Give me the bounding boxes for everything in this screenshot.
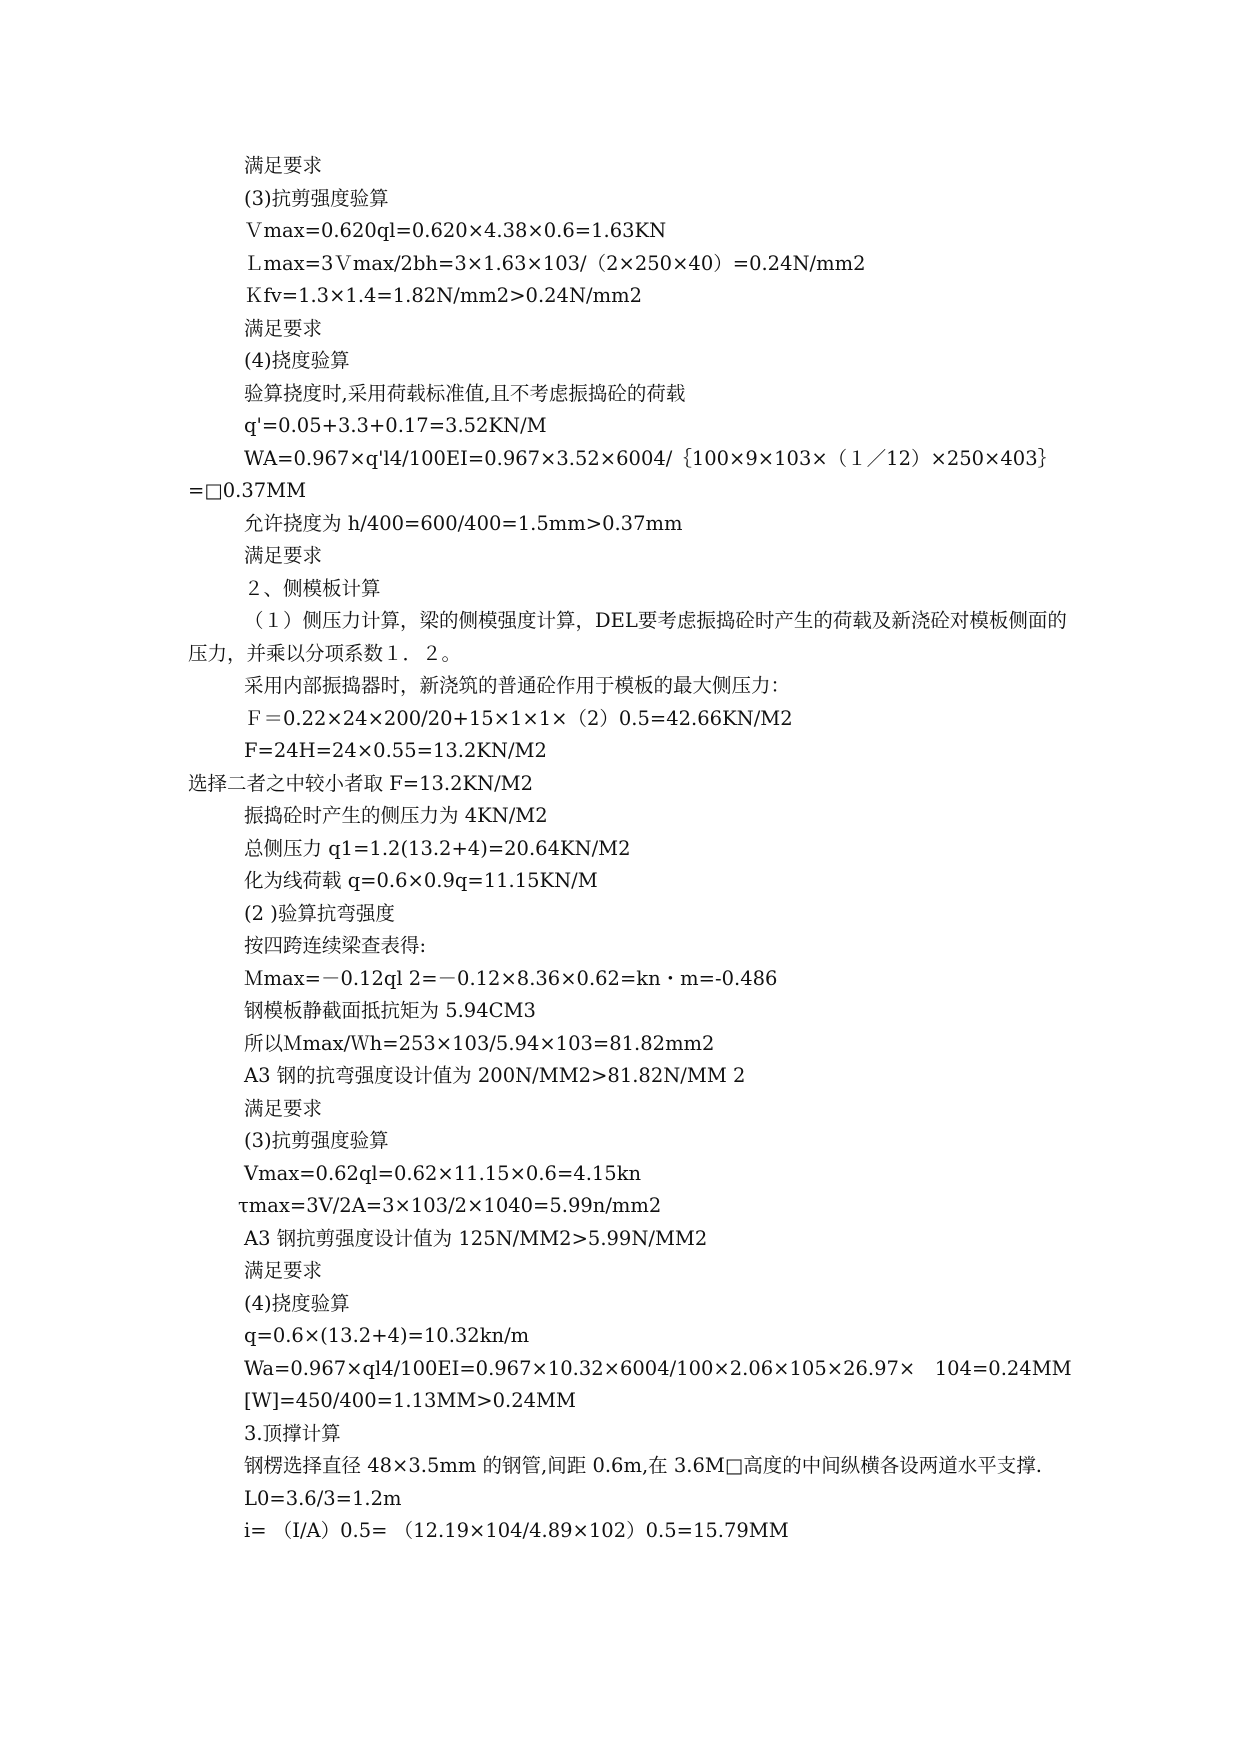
formula-line: Ｍmax=－0.12ql 2=－0.12×8.36×0.62=kn・m=-0.486 [244, 966, 778, 990]
section-heading: (3)抗剪强度验算 [244, 1129, 389, 1152]
section-heading: ２、侧模板计算 [244, 576, 381, 600]
text-line: 选择二者之中较小者取 F=13.2KN/M2 [188, 771, 534, 795]
paragraph: （１）侧压力计算，梁的侧模强度计算，DEL要考虑振捣砼时产生的荷载及新浇砼对模板侧面的压力，并乘以分项系数１．２。 [188, 609, 1067, 665]
text-line: 满足要求 [244, 544, 323, 567]
section-heading: 3.顶撑计算 [244, 1421, 341, 1445]
paragraph: 钢楞选择直径 48×3.5mm 的钢管,间距 0.6m,在 3.6M□高度的中间纵横各设两道水平支撑. [244, 1454, 1042, 1477]
text-line: 振捣砼时产生的侧压力为 4KN/M2 [244, 804, 548, 827]
text-line: A3 钢的抗弯强度设计值为 200N/MM2>81.82N/MM 2 [244, 1064, 746, 1087]
formula-line: WA=0.967×q'l4/100EI=0.967×3.52×6004/｛100×9×103×（１／12）×250×403｝=□0.37MM [188, 446, 1058, 502]
formula-line: 所以Ｍmax/Ｗh=253×103/5.94×103=81.82mm2 [244, 1031, 715, 1055]
formula-line: Ｋfv=1.3×1.4=1.82N/mm2>0.24N/mm2 [244, 284, 642, 307]
text-line: 按四跨连续梁查表得: [244, 934, 427, 957]
section-heading: (4)挠度验算 [244, 1291, 350, 1315]
text-line: A3 钢抗剪强度设计值为 125N/MM2>5.99N/MM2 [244, 1226, 708, 1250]
formula-line: Vmax=0.62ql=0.62×11.15×0.6=4.15kn [244, 1161, 642, 1185]
formula-line: Ｆ＝0.22×24×200/20+15×1×1×（2）0.5=42.66KN/M2 [244, 706, 793, 730]
formula-line: 总侧压力 q1=1.2(13.2+4)=20.64KN/M2 [244, 836, 631, 860]
section-heading: (4)挠度验算 [244, 349, 350, 372]
formula-line: Ｖmax=0.620ql=0.620×4.38×0.6=1.63KN [244, 219, 667, 242]
formula-line: 化为线荷载 q=0.6×0.9q=11.15KN/M [244, 869, 598, 892]
formula-line: F=24H=24×0.55=13.2KN/M2 [244, 739, 547, 762]
formula-line: q'=0.05+3.3+0.17=3.52KN/M [244, 414, 547, 437]
formula-line: [W]=450/400=1.13MM>0.24MM [244, 1389, 576, 1412]
text-line: 满足要求 [244, 316, 323, 340]
section-heading: (3)抗剪强度验算 [244, 186, 389, 210]
text-line: 验算挠度时,采用荷载标准值,且不考虑振捣砼的荷载 [244, 381, 686, 405]
formula-line: L0=3.6/3=1.2m [244, 1486, 402, 1510]
text-line: 允许挠度为 h/400=600/400=1.5mm>0.37mm [244, 511, 683, 535]
formula-line: q=0.6×(13.2+4)=10.32kn/m [244, 1324, 530, 1347]
text-line: 采用内部振捣器时，新浇筑的普通砼作用于模板的最大侧压力： [244, 674, 791, 697]
text-line: 满足要求 [244, 1096, 323, 1120]
formula-line: Wa=0.967×ql4/100EI=0.967×10.32×6004/100×2.06×105×26.97× 104=0.24MM [244, 1356, 1072, 1380]
text-line: 满足要求 [244, 154, 323, 177]
text-line: 满足要求 [244, 1259, 323, 1282]
section-heading: (2 )验算抗弯强度 [244, 901, 395, 925]
document-body [188, 150, 1072, 1548]
formula-line: Ｌmax=3Ｖmax/2bh=3×1.63×103/（2×250×40）=0.24N/mm2 [244, 251, 866, 275]
text-line: 钢模板静截面抵抗矩为 5.94CM3 [244, 999, 536, 1022]
formula-line: i= （I/A）0.5= （12.19×104/4.89×102）0.5=15.79MM [244, 1519, 789, 1542]
formula-line: τmax=3V/2A=3×103/2×1040=5.99n/mm2 [238, 1194, 662, 1217]
